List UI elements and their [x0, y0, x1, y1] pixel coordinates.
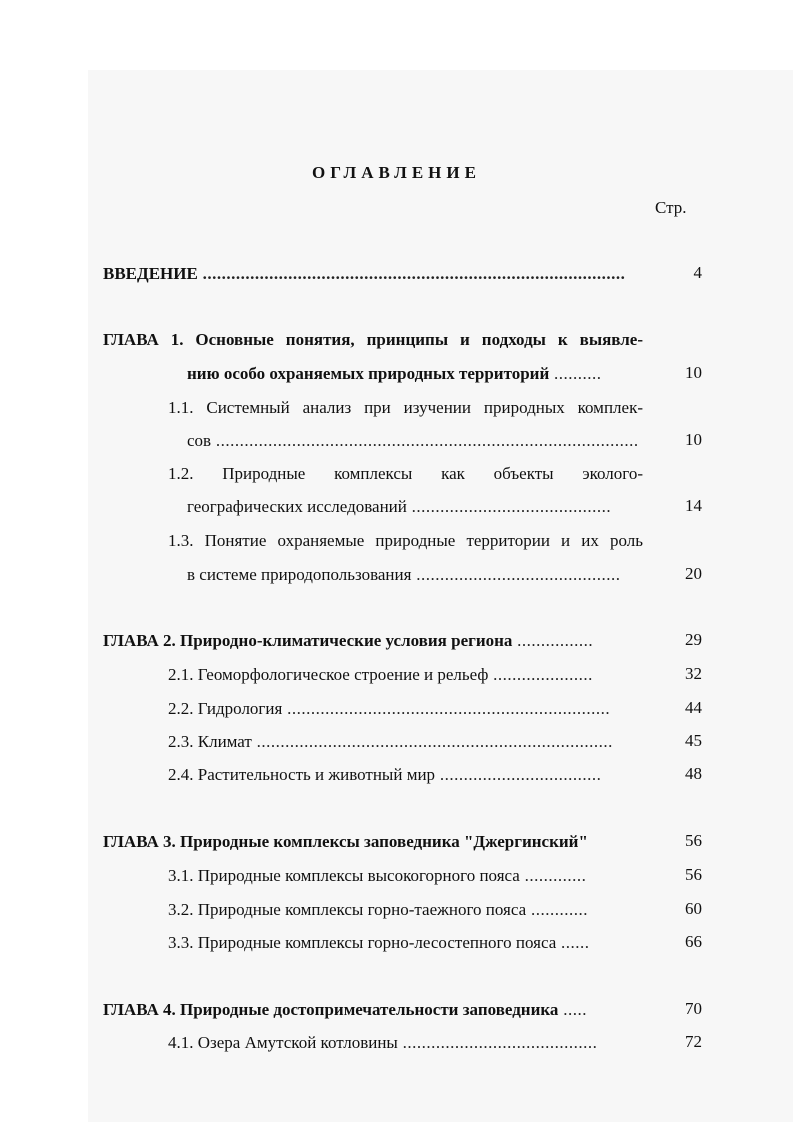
toc-page-number: 60: [685, 899, 702, 918]
toc-entry-label: ГЛАВА 4. Природные достопримечательности заповедника: [103, 1000, 559, 1019]
toc-entry-2-3: [168, 731, 643, 753]
toc-entry-2-1: [168, 664, 643, 686]
toc-entry-label: географических исследований: [187, 497, 407, 516]
toc-heading: ОГЛАВЛЕНИЕ: [312, 163, 481, 182]
toc-entry-label: ГЛАВА 2. Природно-климатические условия региона: [103, 631, 513, 650]
dot-leader: ................: [512, 631, 594, 650]
toc-entry-chapter-1: [103, 329, 643, 351]
dot-leader: .........................................................................................: [197, 264, 626, 283]
toc-page-number: 70: [685, 999, 702, 1018]
toc-page-number: 10: [685, 363, 702, 382]
toc-entry-label: 2.3. Климат: [168, 732, 252, 751]
toc-page-number: 10: [685, 430, 702, 449]
page-column-label: Стр.: [655, 198, 687, 217]
toc-entry-1-2: [168, 463, 643, 485]
toc-entry-2-2: [168, 698, 643, 720]
toc-entry-label: 1.2. Природные комплексы как объекты эколого-: [168, 464, 643, 483]
dot-leader: ...........................................................................: [251, 732, 613, 751]
dot-leader: ....................................................................: [282, 699, 611, 718]
toc-entry-3-2: [168, 899, 643, 921]
toc-entry-label: 3.1. Природные комплексы высокогорного пояса: [168, 866, 520, 885]
toc-entry-1-1-cont: [187, 430, 643, 452]
toc-entry-label: 2.4. Растительность и животный мир: [168, 765, 436, 784]
toc-page-number: 45: [685, 731, 702, 750]
dot-leader: ............: [526, 900, 588, 919]
toc-entry-label: нию особо охраняемых природных территорий: [187, 364, 550, 383]
toc-entry-label: 2.2. Гидрология: [168, 699, 283, 718]
toc-entry-1-3: [168, 530, 643, 552]
dot-leader: .........................................: [397, 1033, 598, 1052]
dot-leader: .........................................................................................: [211, 431, 639, 450]
toc-entry-chapter-2: [103, 630, 643, 652]
toc-entry-2-4: [168, 764, 643, 786]
toc-entry-3-3: [168, 932, 643, 954]
toc-page-number: 44: [685, 698, 702, 717]
scanned-page: [88, 70, 793, 1122]
toc-entry-label: сов: [187, 431, 212, 450]
toc-page-number: 32: [685, 664, 702, 683]
toc-entry-3-1: [168, 865, 643, 887]
toc-page-number: 14: [685, 496, 702, 515]
dot-leader: ..........: [549, 364, 602, 383]
dot-leader: ..................................: [435, 765, 602, 784]
toc-entry-4-1: [168, 1032, 643, 1054]
toc-page-number: 56: [685, 865, 702, 884]
dot-leader: .............: [519, 866, 587, 885]
toc-entry-label: 3.2. Природные комплексы горно-таежного пояса: [168, 900, 527, 919]
toc-entry-chapter-4: [103, 999, 643, 1021]
dot-leader: ..........................................: [406, 497, 612, 516]
toc-entry-1-1: [168, 397, 643, 419]
toc-page-number: 72: [685, 1032, 702, 1051]
toc-page-number: 20: [685, 564, 702, 583]
toc-entry-label: 4.1. Озера Амутской котловины: [168, 1033, 398, 1052]
toc-entry-label: 1.1. Системный анализ при изучении природных комплек-: [168, 398, 643, 417]
toc-entry-label: ВВЕДЕНИЕ: [103, 264, 198, 283]
dot-leader: .....................: [488, 665, 593, 684]
toc-entry-1-2-cont: [187, 496, 643, 518]
toc-page-number: 48: [685, 764, 702, 783]
toc-entry-chapter-1-cont: [187, 363, 637, 385]
toc-page-number: 56: [685, 831, 702, 850]
toc-entry-label: ГЛАВА 1. Основные понятия, принципы и подходы к выявле-: [103, 330, 643, 349]
toc-entry-chapter-3: [103, 831, 648, 853]
dot-leader: ......: [556, 933, 590, 952]
toc-entry-label: ГЛАВА 3. Природные комплексы заповедника "Джергинский": [103, 832, 588, 851]
toc-entry-intro: [103, 263, 643, 285]
toc-entry-label: 2.1. Геоморфологическое строение и рельеф: [168, 665, 489, 684]
toc-entry-1-3-cont: [187, 564, 643, 586]
toc-page-number: 4: [693, 263, 702, 282]
toc-page-number: 29: [685, 630, 702, 649]
toc-page-number: 66: [685, 932, 702, 951]
dot-leader: ...........................................: [411, 565, 621, 584]
toc-entry-label: 3.3. Природные комплексы горно-лесостепного пояса: [168, 933, 557, 952]
toc-entry-label: в системе природопользования: [187, 565, 412, 584]
dot-leader: .....: [558, 1000, 587, 1019]
toc-entry-label: 1.3. Понятие охраняемые природные территории и их роль: [168, 531, 643, 550]
